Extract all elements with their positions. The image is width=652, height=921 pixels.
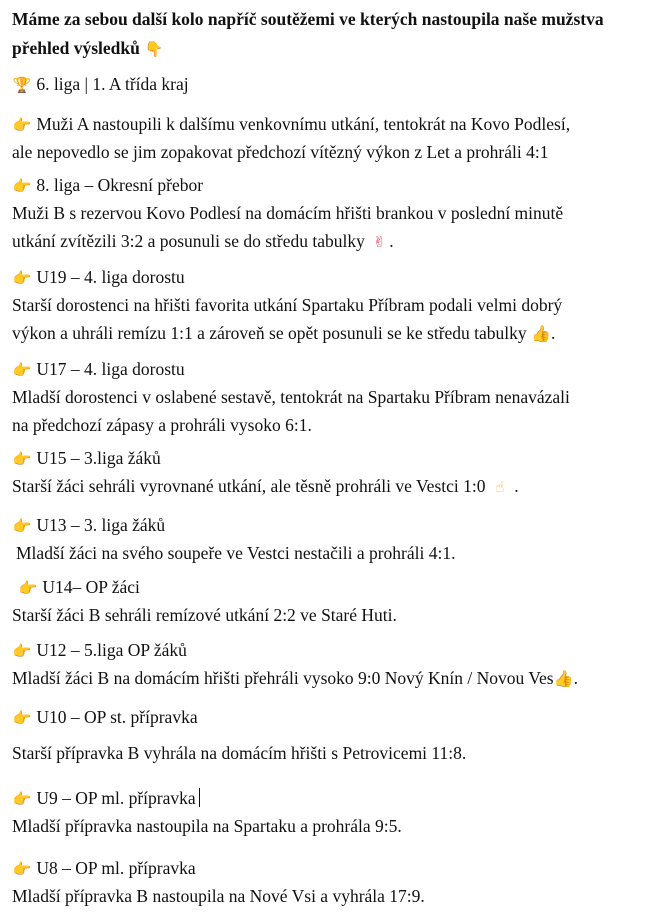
section-u9 — [12, 784, 646, 840]
pointing-down-icon: 👇 — [144, 40, 164, 58]
pointing-right-icon: 👉 — [12, 790, 32, 808]
section-heading: U14– OP žáci — [42, 577, 140, 597]
paragraph-line: ale nepovedlo se jim zopakovat předchozí vítězný výkon z Let a prohráli 4:1 — [12, 142, 549, 162]
section-heading: U9 – OP ml. přípravka — [36, 788, 196, 808]
pointing-right-icon: 👉 — [12, 361, 32, 379]
thumbs-up-icon: 👍 — [531, 324, 551, 343]
pointing-right-icon: 👉 — [12, 860, 32, 878]
paragraph-line: Muži A nastoupili k dalšímu venkovnímu utkání, tentokrát na Kovo Podlesí, — [36, 114, 571, 134]
paragraph-line: Mladší žáci B na domácím hřišti přehráli vysoko 9:0 Nový Knín / Novou Ves — [12, 668, 554, 688]
post-intro-text: Máme za sebou další kolo napříč soutěžemi ve kterých nastoupila naše mužstva přehled výsledků — [12, 9, 604, 58]
pointing-right-icon: 👉 — [12, 642, 32, 660]
section-u15 — [12, 444, 646, 500]
trophy-icon: 🏆 — [12, 76, 32, 94]
section-u17 — [12, 355, 646, 439]
paragraph-line: na předchozí zápasy a prohráli vysoko 6:1. — [12, 415, 312, 435]
period: . — [573, 668, 578, 688]
section-u13 — [12, 511, 646, 567]
pointing-right-icon: 👉 — [18, 579, 38, 597]
paragraph-line: utkání zvítězili 3:2 a posunuli se do středu tabulky — [12, 231, 365, 251]
section-heading: U10 – OP st. přípravka — [36, 707, 198, 727]
section-muzi-a — [12, 110, 646, 166]
section-u19 — [12, 263, 646, 347]
paragraph-line: Starší dorostenci na hřišti favorita utkání Spartaku Příbram podali velmi dobrý — [12, 295, 563, 315]
paragraph-line: Mladší přípravka B nastoupila na Nové Vsi a vyhrála 17:9. — [12, 886, 425, 906]
section-heading: U17 – 4. liga dorostu — [36, 359, 185, 379]
paragraph-line: Starší žáci B sehráli remízové utkání 2:2 ve Staré Huti. — [12, 605, 397, 625]
post-intro — [12, 5, 642, 63]
pointing-right-icon: 👉 — [12, 269, 32, 287]
section-6-liga — [12, 70, 646, 98]
pointing-right-icon: 👉 — [12, 709, 32, 727]
pointing-up-icon: ☝ — [495, 478, 505, 496]
section-u10 — [12, 703, 646, 767]
section-heading: U15 – 3.liga žáků — [36, 448, 161, 468]
section-u14 — [12, 573, 646, 629]
period: . — [514, 476, 519, 496]
victory-hand-icon: ✌ — [372, 233, 386, 251]
pointing-right-icon: 👉 — [12, 177, 32, 195]
period: . — [389, 231, 394, 251]
section-heading: 6. liga | 1. A třída kraj — [36, 74, 189, 94]
paragraph-line: Mladší dorostenci v oslabené sestavě, tentokrát na Spartaku Příbram nenavázali — [12, 387, 570, 407]
paragraph-line: Mladší žáci na svého soupeře ve Vestci nestačili a prohráli 4:1. — [16, 543, 456, 563]
period: . — [551, 323, 556, 343]
section-heading: U8 – OP ml. přípravka — [36, 858, 196, 878]
pointing-right-icon: 👉 — [12, 450, 32, 468]
text-cursor — [199, 788, 200, 807]
section-heading: U12 – 5.liga OP žáků — [36, 640, 187, 660]
thumbs-up-icon: 👍 — [553, 669, 574, 688]
section-8-liga — [12, 171, 646, 255]
section-u12 — [12, 636, 646, 692]
section-heading: U13 – 3. liga žáků — [36, 515, 166, 535]
paragraph-line: Starší přípravka B vyhrála na domácím hřišti s Petrovicemi 11:8. — [12, 743, 467, 763]
paragraph-line: Muži B s rezervou Kovo Podlesí na domácím hřišti brankou v poslední minutě — [12, 203, 564, 223]
section-heading: U19 – 4. liga dorostu — [36, 267, 185, 287]
paragraph-line: výkon a uhráli remízu 1:1 a zároveň se opět posunuli se ke středu tabulky — [12, 323, 527, 343]
pointing-right-icon: 👉 — [12, 116, 32, 134]
pointing-right-icon: 👉 — [12, 517, 32, 535]
section-heading: 8. liga – Okresní přebor — [36, 175, 204, 195]
paragraph-line: Mladší přípravka nastoupila na Spartaku a prohrála 9:5. — [12, 816, 402, 836]
paragraph-line: Starší žáci sehráli vyrovnané utkání, ale těsně prohráli ve Vestci 1:0 — [12, 476, 486, 496]
section-u8 — [12, 854, 646, 910]
